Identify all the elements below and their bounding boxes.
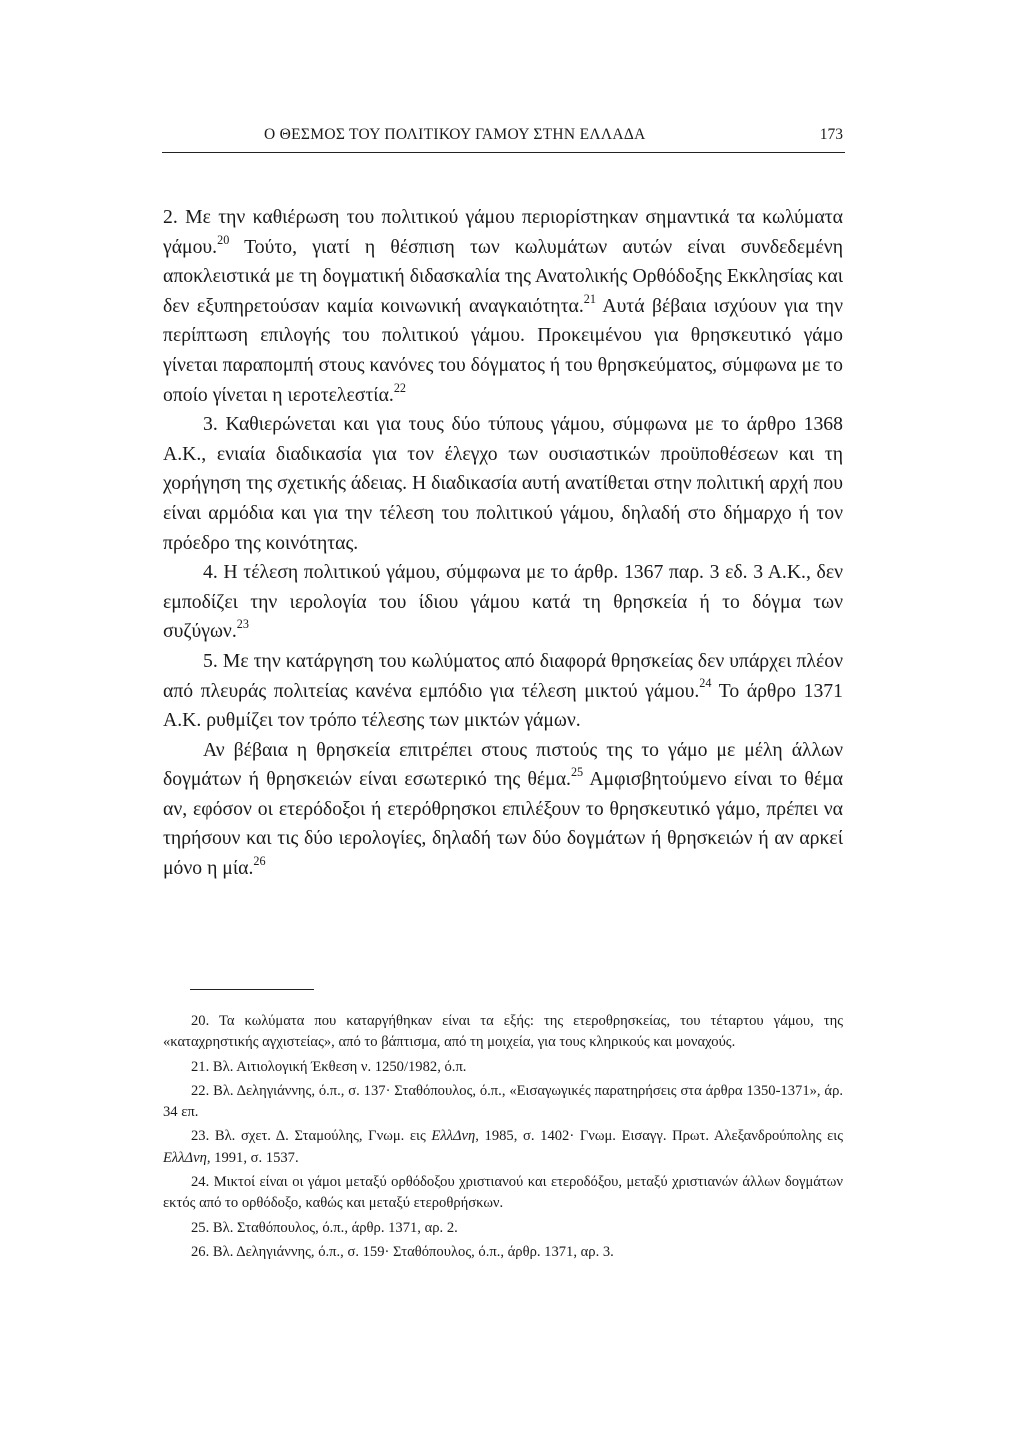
footnote-21: 21. Βλ. Αιτιολογική Έκθεση ν. 1250/1982, ό.π. bbox=[191, 1058, 467, 1075]
footnotes bbox=[163, 1011, 843, 1266]
paragraph-3: 3. Καθιερώνεται και για τους δύο τύπους γάμου, σύμφωνα με το άρθρο 1368 Α.Κ., ενιαία διαδικασία για τον έλεγχο των ουσιαστικών προϋποθέσεων και τη χορήγηση της σχετικής άδειας. Η διαδικασία αυτή ανατίθεται στην πολιτική αρχή που είναι αρμόδια και για την τέλεση του πολιτικού γάμου, δηλαδή στο δήμαρχο ή τον πρόεδρο της κοινότητας. bbox=[163, 413, 843, 554]
footnote-separator bbox=[190, 989, 314, 990]
paragraph-6 bbox=[163, 736, 843, 884]
footnote-ref-26: 26 bbox=[253, 854, 266, 869]
footnote-26: 26. Βλ. Δεληγιάννης, ό.π., σ. 159· Σταθόπουλος, ό.π., άρθρ. 1371, αρ. 3. bbox=[191, 1243, 614, 1260]
text-run: 2. Με την καθιέρωση του πολιτικού γάμου περιορίστηκαν σημαντικά τα κωλύματα γάμου. bbox=[163, 206, 843, 258]
page-number: 173 bbox=[819, 126, 843, 143]
footnote-ref-21: 21 bbox=[583, 291, 596, 306]
text-run: Αυτά βέβαια ισχύουν για την περίπτωση επιλογής του πολιτικού γάμου. Προκειμένου για θρησκευτικό γάμο γίνεται παραπομπή στους κανόνες του δόγματος ή του θρησκεύματος, σύμφωνα με το οποίο γίνεται η ιεροτελεστία. bbox=[163, 294, 843, 406]
footnote-ref-25: 25 bbox=[570, 765, 584, 780]
text-run: Αν βέβαια η θρησκεία επιτρέπει στους πιστούς της το γάμο με μέλη άλλων δογμάτων ή θρησκειών είναι εσωτερικό της θέμα. bbox=[163, 738, 843, 791]
paragraph-2 bbox=[163, 203, 843, 410]
footnote-ref-20: 20 bbox=[217, 232, 230, 247]
running-title: Ο ΘΕΣΜΟΣ ΤΟΥ ΠΟΛΙΤΙΚΟΥ ΓΑΜΟΥ ΣΤΗΝ ΕΛΛΑΔΑ bbox=[264, 126, 646, 143]
running-header bbox=[162, 124, 845, 153]
text-run: 4. Η τέλεση πολιτικού γάμου, σύμφωνα με το άρθρ. 1367 παρ. 3 εδ. 3 Α.Κ., δεν εμποδίζει την ιερολογία του ίδιου γάμου κατά τη θρησκεία ή το δόγμα των συζύγων. bbox=[163, 561, 843, 643]
text-run: , 1985, σ. 1402· Γνωμ. Εισαγγ. Πρωτ. Αλεξανδρούπολης εις bbox=[475, 1128, 844, 1145]
footnote-23 bbox=[163, 1126, 843, 1169]
text-run: Αμφισβητούμενο είναι το θέμα αν, εφόσον οι ετερόδοξοι ή ετερόθρησκοι επιλέξουν το θρησκευτικό γάμο, πρέπει να τηρήσουν και τις δύο ιερολογίες, δηλαδή των δύο δογμάτων ή θρησκειών ή αν αρκεί μόνο η μία. bbox=[163, 768, 843, 880]
paragraph-5 bbox=[163, 647, 843, 736]
footnote-25: 25. Βλ. Σταθόπουλος, ό.π., άρθρ. 1371, αρ. 2. bbox=[191, 1219, 458, 1236]
footnote-24: 24. Μικτοί είναι οι γάμοι μεταξύ ορθόδοξου χριστιανού και ετεροδόξου, μεταξύ χριστιανών άλλων δογμάτων εκτός από το ορθόδοξο, καθώς και μεταξύ ετεροθρήσκων. bbox=[163, 1174, 843, 1212]
footnote-20: 20. Τα κωλύματα που καταργήθηκαν είναι τα εξής: της ετεροθρησκείας, του τέταρτου γάμου, της «καταχρηστικής αγχιστείας», από το βάπτισμα, από τη μοιχεία, για τους κληρικούς και μοναχούς. bbox=[163, 1013, 843, 1051]
footnote-ref-24: 24 bbox=[699, 676, 712, 691]
main-text bbox=[163, 203, 843, 884]
text-run: , 1991, σ. 1537. bbox=[206, 1149, 299, 1166]
text-run: Τούτο, γιατί η θέσπιση των κωλυμάτων αυτών είναι συνδεδεμένη αποκλειστικά με τη δογματική διδασκαλία της Ανατολικής Ορθόδοξης Εκκλησίας και δεν εξυπηρετούσαν καμία κοινωνική αναγκαιότητα. bbox=[163, 235, 843, 317]
footnote-22: 22. Βλ. Δεληγιάννης, ό.π., σ. 137· Σταθόπουλος, ό.π., «Εισαγωγικές παρατηρήσεις στα άρθρα 1350-1371», άρ. 34 επ. bbox=[163, 1082, 843, 1121]
footnote-ref-23: 23 bbox=[236, 617, 249, 632]
text-run: Το άρθρο 1371 Α.Κ. ρυθμίζει τον τρόπο τέλεσης των μικτών γάμων. bbox=[163, 679, 843, 732]
journal-title: ΕλλΔνη bbox=[163, 1149, 207, 1166]
text-run: 23. Βλ. σχετ. Δ. Σταμούλης, Γνωμ. εις bbox=[191, 1128, 432, 1145]
footnote-ref-22: 22 bbox=[393, 380, 407, 395]
journal-title: ΕλλΔνη bbox=[431, 1128, 476, 1145]
text-run: 5. Με την κατάργηση του κωλύματος από διαφορά θρησκείας δεν υπάρχει πλέον από πλευράς πολιτείας κανένα εμπόδιο για τέλεση μικτού γάμου. bbox=[163, 649, 843, 702]
paragraph-4 bbox=[163, 558, 843, 647]
